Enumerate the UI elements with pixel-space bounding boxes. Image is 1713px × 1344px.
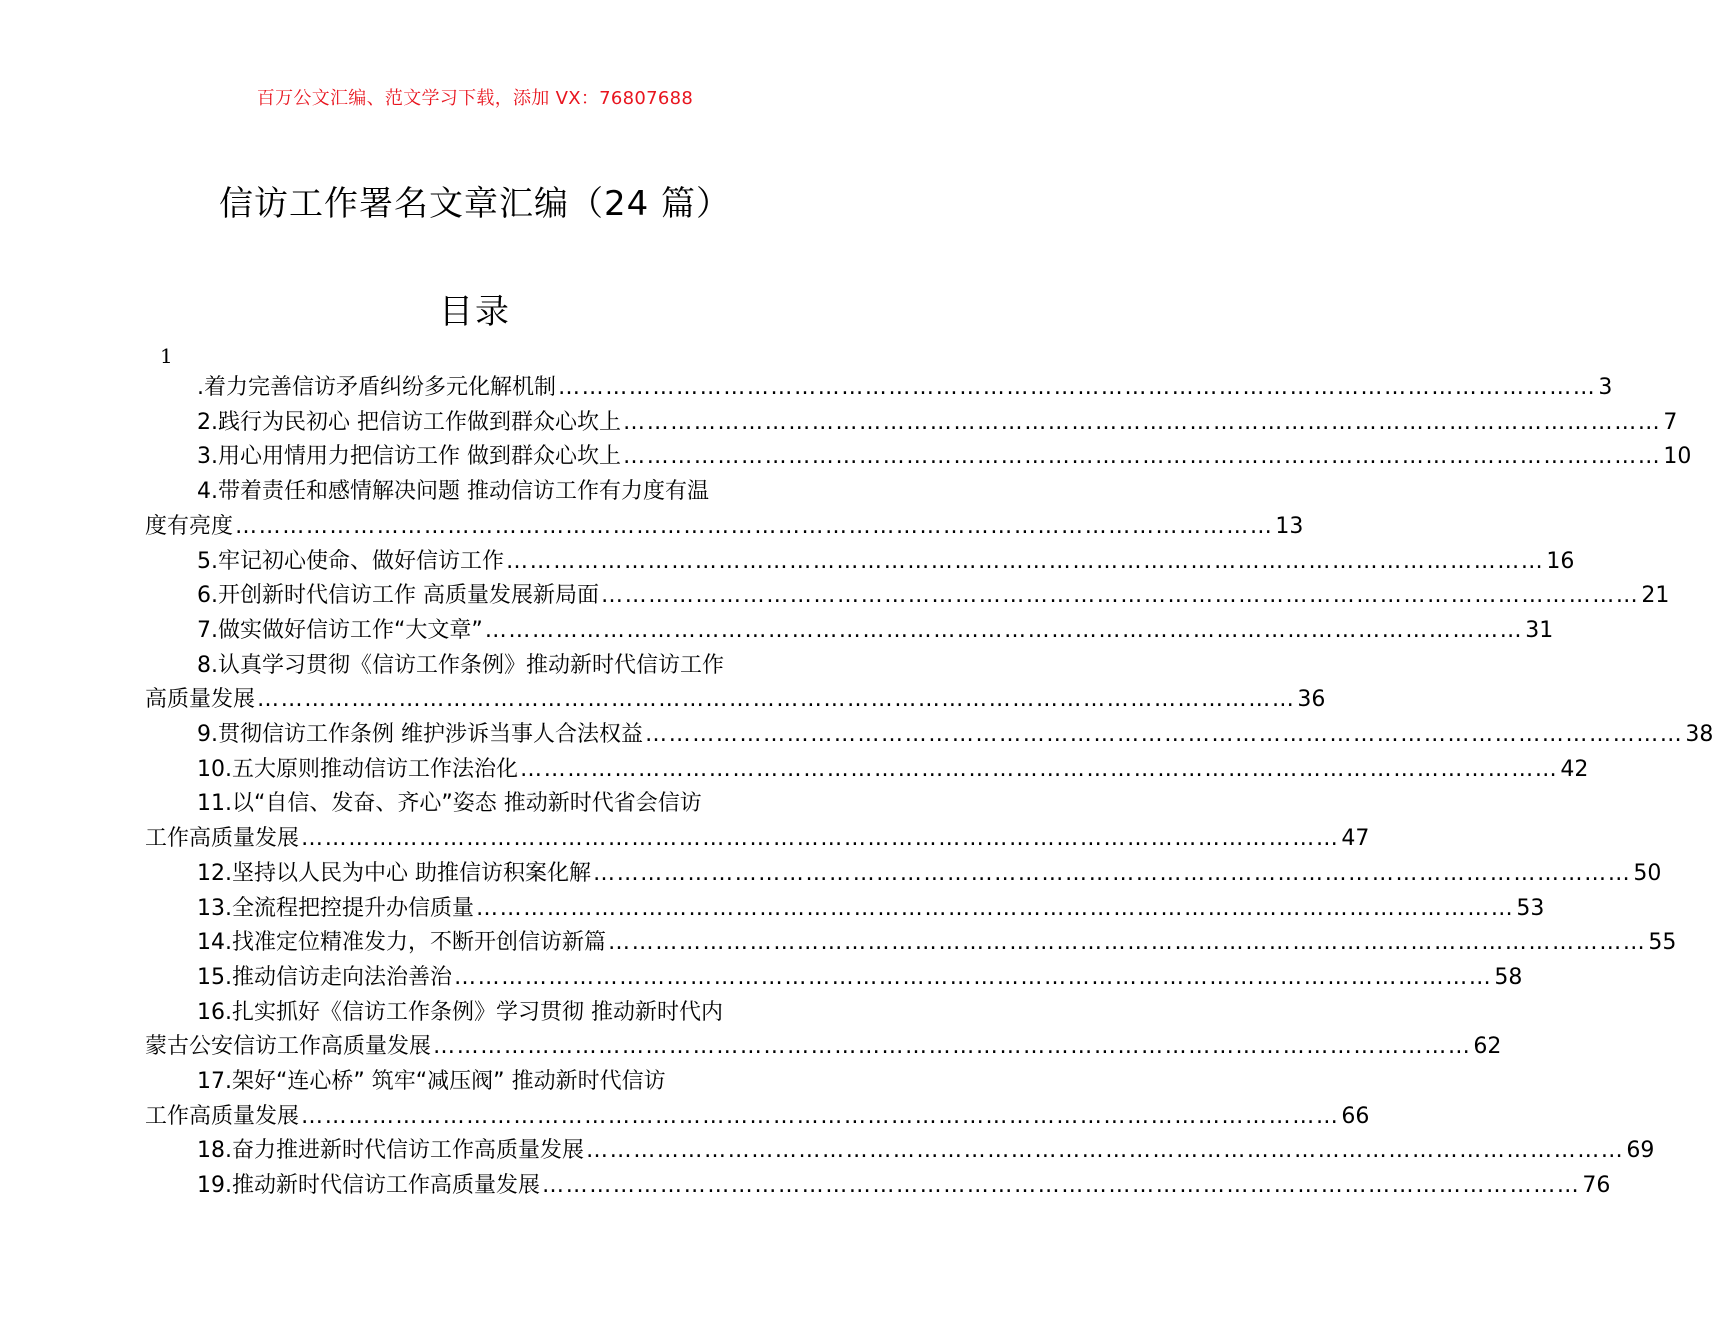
- toc-dot-leader: ……………………………………………………………………………………………………………………: [476, 895, 1515, 921]
- toc-entry[interactable]: [145, 718, 1713, 753]
- toc-page-number: 7: [1663, 409, 1678, 435]
- toc-dot-leader: ……………………………………………………………………………………………………………………: [601, 583, 1640, 609]
- toc-entry-title: 11.以“自信、发奋、齐心”姿态 推动新时代省会信访: [197, 791, 702, 817]
- toc-page-number: 31: [1525, 617, 1554, 643]
- toc-entry[interactable]: [145, 371, 1613, 406]
- toc-entry-title-continued: 工作高质量发展: [145, 826, 300, 852]
- toc-entry[interactable]: [145, 892, 1545, 927]
- toc-entry[interactable]: [145, 787, 1370, 856]
- toc-page-number: 50: [1633, 860, 1662, 886]
- toc-entry-title-continued: 高质量发展: [145, 687, 256, 713]
- toc-dot-leader: ……………………………………………………………………………………………………………………: [301, 1103, 1340, 1129]
- toc-entry-title: 2.践行为民初心 把信访工作做到群众心坎上: [197, 409, 621, 435]
- toc-page-number: 21: [1641, 583, 1670, 609]
- toc-entry[interactable]: [145, 753, 1589, 788]
- toc-page-number: 53: [1516, 895, 1545, 921]
- toc-page-number: 42: [1560, 756, 1589, 782]
- toc-page-number: 13: [1275, 513, 1304, 539]
- watermark-banner: 百万公文汇编、范文学习下载，添加 VX：76807688: [256, 88, 694, 109]
- toc-entry[interactable]: [145, 440, 1692, 475]
- toc-entry[interactable]: [145, 649, 1326, 718]
- toc-heading: 目录: [439, 292, 511, 332]
- toc-entry[interactable]: [145, 996, 1502, 1065]
- toc-dot-leader: ……………………………………………………………………………………………………………………: [301, 826, 1340, 852]
- toc-entry[interactable]: [145, 1134, 1655, 1169]
- toc-dot-leader: ……………………………………………………………………………………………………………………: [592, 860, 1632, 886]
- table-of-contents: [145, 371, 1713, 1204]
- toc-page-number: 69: [1626, 1138, 1655, 1164]
- toc-entry-title: 14.找准定位精准发力，不断开创信访新篇: [197, 930, 606, 956]
- toc-dot-leader: ……………………………………………………………………………………………………………………: [520, 756, 1559, 782]
- toc-dot-leader: ……………………………………………………………………………………………………………………: [558, 375, 1597, 400]
- toc-entry-title-continued: 蒙古公安信访工作高质量发展: [145, 1034, 432, 1060]
- toc-dot-leader: ……………………………………………………………………………………………………………………: [542, 1173, 1581, 1199]
- toc-entry[interactable]: [145, 961, 1523, 996]
- toc-entry[interactable]: [145, 926, 1677, 961]
- toc-dot-leader: ……………………………………………………………………………………………………………………: [235, 513, 1274, 539]
- toc-entry[interactable]: [145, 1065, 1370, 1134]
- toc-dot-leader: ……………………………………………………………………………………………………………………: [484, 617, 1524, 643]
- toc-entry-title: 9.贯彻信访工作条例 维护涉诉当事人合法权益: [197, 722, 643, 748]
- toc-page-number: 3: [1598, 375, 1613, 400]
- toc-entry-title: 10.五大原则推动信访工作法治化: [197, 756, 518, 782]
- toc-entry[interactable]: [145, 614, 1554, 649]
- toc-dot-leader: ……………………………………………………………………………………………………………………: [433, 1034, 1472, 1060]
- toc-entry[interactable]: [145, 545, 1575, 580]
- toc-dot-leader: ……………………………………………………………………………………………………………………: [454, 964, 1493, 990]
- toc-page-number: 62: [1473, 1034, 1502, 1060]
- toc-entry-title: 19.推动新时代信访工作高质量发展: [197, 1173, 540, 1199]
- toc-entry[interactable]: [145, 475, 1304, 544]
- toc-entry-title: 16.扎实抓好《信访工作条例》学习贯彻 推动新时代内: [197, 999, 723, 1025]
- toc-page-number: 66: [1341, 1103, 1370, 1129]
- toc-page-number: 38: [1685, 722, 1713, 748]
- toc-entry[interactable]: [145, 1169, 1611, 1204]
- toc-entry-title: 15.推动信访走向法治善治: [197, 964, 452, 990]
- toc-page-number: 16: [1546, 548, 1575, 574]
- toc-page-number: 58: [1494, 964, 1523, 990]
- toc-dot-leader: ……………………………………………………………………………………………………………………: [623, 409, 1662, 435]
- toc-dot-leader: ……………………………………………………………………………………………………………………: [586, 1138, 1625, 1164]
- toc-entry-title: 12.坚持以人民为中心 助推信访积案化解: [197, 860, 591, 886]
- toc-entry-title-continued: 度有亮度: [145, 513, 234, 539]
- toc-entry-title: 5.牢记初心使命、做好信访工作: [197, 548, 504, 574]
- toc-entry-title: 13.全流程把控提升办信质量: [197, 895, 474, 921]
- toc-page-number: 36: [1297, 687, 1326, 713]
- toc-entry[interactable]: [145, 579, 1670, 614]
- toc-page-number: 47: [1341, 826, 1370, 852]
- document-title: 信访工作署名文章汇编（24 篇）: [218, 184, 732, 224]
- toc-dot-leader: ……………………………………………………………………………………………………………………: [257, 687, 1296, 713]
- stray-page-number: 1: [160, 344, 173, 368]
- toc-dot-leader: ……………………………………………………………………………………………………………………: [506, 548, 1545, 574]
- toc-entry[interactable]: [145, 406, 1678, 441]
- toc-entry-title: 17.架好“连心桥” 筑牢“减压阀” 推动新时代信访: [197, 1069, 666, 1095]
- toc-entry[interactable]: [145, 857, 1662, 892]
- toc-entry-title-continued: 工作高质量发展: [145, 1103, 300, 1129]
- toc-entry-title: 4.带着责任和感情解决问题 推动信访工作有力度有温: [197, 479, 709, 505]
- toc-entry-title: 18.奋力推进新时代信访工作高质量发展: [197, 1138, 584, 1164]
- toc-page-number: 10: [1663, 444, 1692, 470]
- toc-entry-title: 7.做实做好信访工作“大文章”: [197, 617, 483, 643]
- toc-entry-title: .着力完善信访矛盾纠纷多元化解机制: [197, 375, 556, 400]
- toc-page-number: 55: [1648, 930, 1677, 956]
- toc-dot-leader: ……………………………………………………………………………………………………………………: [623, 444, 1662, 470]
- toc-entry-title: 8.认真学习贯彻《信访工作条例》推动新时代信访工作: [197, 652, 724, 678]
- toc-entry-title: 3.用心用情用力把信访工作 做到群众心坎上: [197, 444, 621, 470]
- toc-dot-leader: ……………………………………………………………………………………………………………………: [645, 722, 1684, 748]
- toc-dot-leader: ……………………………………………………………………………………………………………………: [608, 930, 1647, 956]
- toc-page-number: 76: [1582, 1173, 1611, 1199]
- toc-entry-title: 6.开创新时代信访工作 高质量发展新局面: [197, 583, 599, 609]
